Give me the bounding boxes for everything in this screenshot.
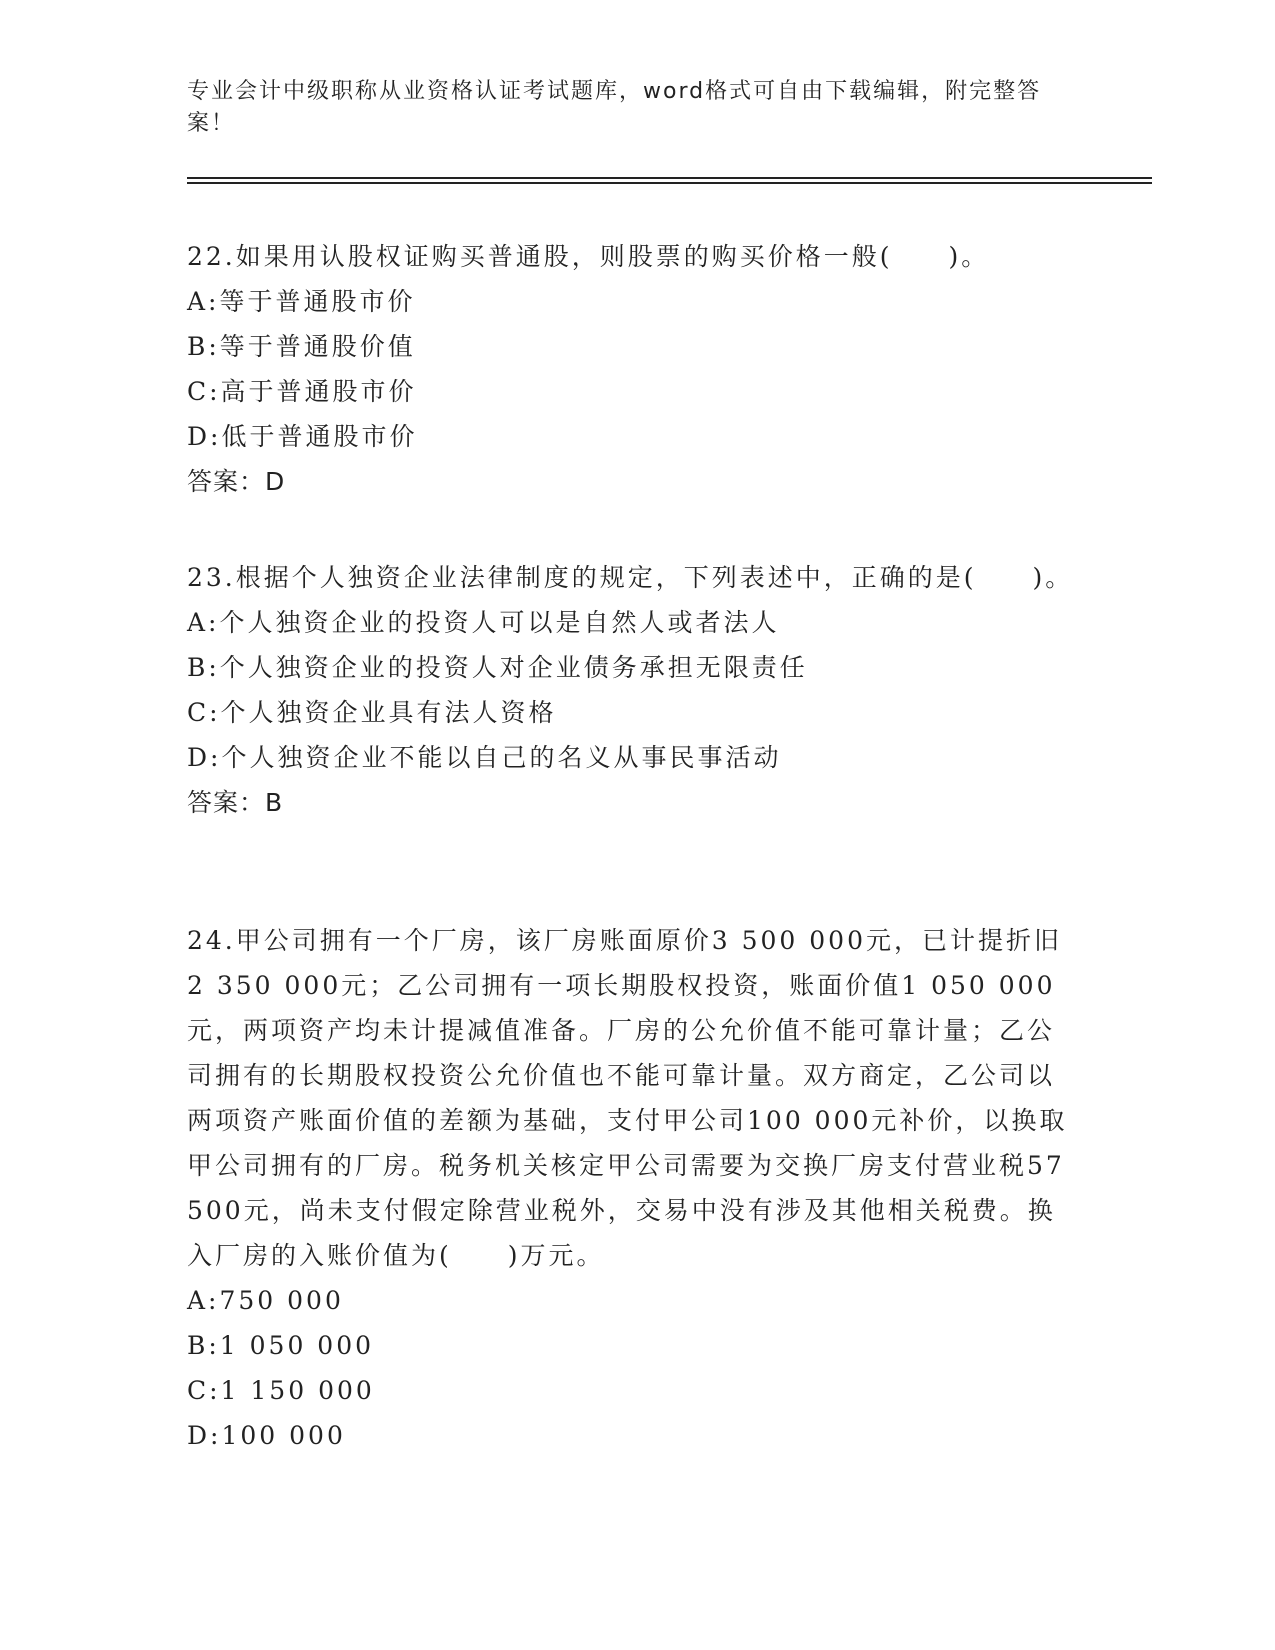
option-b: B:个人独资企业的投资人对企业债务承担无限责任 <box>187 653 808 682</box>
question-22 <box>187 234 1077 504</box>
option-a: A:750 000 <box>187 1286 344 1315</box>
option-d: D:100 000 <box>187 1421 346 1450</box>
option-d: D:个人独资企业不能以自己的名义从事民事活动 <box>187 743 782 772</box>
option-c: C:个人独资企业具有法人资格 <box>187 698 557 727</box>
answer: 答案：B <box>187 788 284 817</box>
document-header: 专业会计中级职称从业资格认证考试题库，word格式可自由下载编辑，附完整答案！ <box>187 79 1042 136</box>
question-stem: 24.甲公司拥有一个厂房，该厂房账面原价3 500 000元，已计提折旧2 350 000元；乙公司拥有一项长期股权投资，账面价值1 050 000元，两项资产均未计提减值准备。厂房的公允价值不能可靠计量；乙公司拥有的长期股权投资公允价值也不能可靠计量。双方商定，乙公司以两项资产账面价值的差额为基础，支付甲公司100 000元补价，以换取甲公司拥有的厂房。税务机关核定甲公司需要为交换厂房支付营业税57 500元，尚未支付假定除营业税外，交易中没有涉及其他相关税费。换入厂房的入账价值为( )万元。 <box>187 926 1068 1270</box>
question-24 <box>187 918 1077 1458</box>
option-b: B:等于普通股价值 <box>187 332 416 361</box>
option-c: C:高于普通股市价 <box>187 377 417 406</box>
question-stem: 23.根据个人独资企业法律制度的规定，下列表述中，正确的是( )。 <box>187 563 1074 592</box>
option-c: C:1 150 000 <box>187 1376 375 1405</box>
option-a: A:等于普通股市价 <box>187 287 416 316</box>
option-b: B:1 050 000 <box>187 1331 375 1360</box>
answer: 答案：D <box>187 467 286 496</box>
option-a: A:个人独资企业的投资人可以是自然人或者法人 <box>187 608 780 637</box>
header-rule-bottom <box>187 182 1152 184</box>
question-23 <box>187 555 1077 825</box>
header-rule-top <box>187 177 1152 179</box>
option-d: D:低于普通股市价 <box>187 422 418 451</box>
question-stem: 22.如果用认股权证购买普通股，则股票的购买价格一般( )。 <box>187 242 990 271</box>
